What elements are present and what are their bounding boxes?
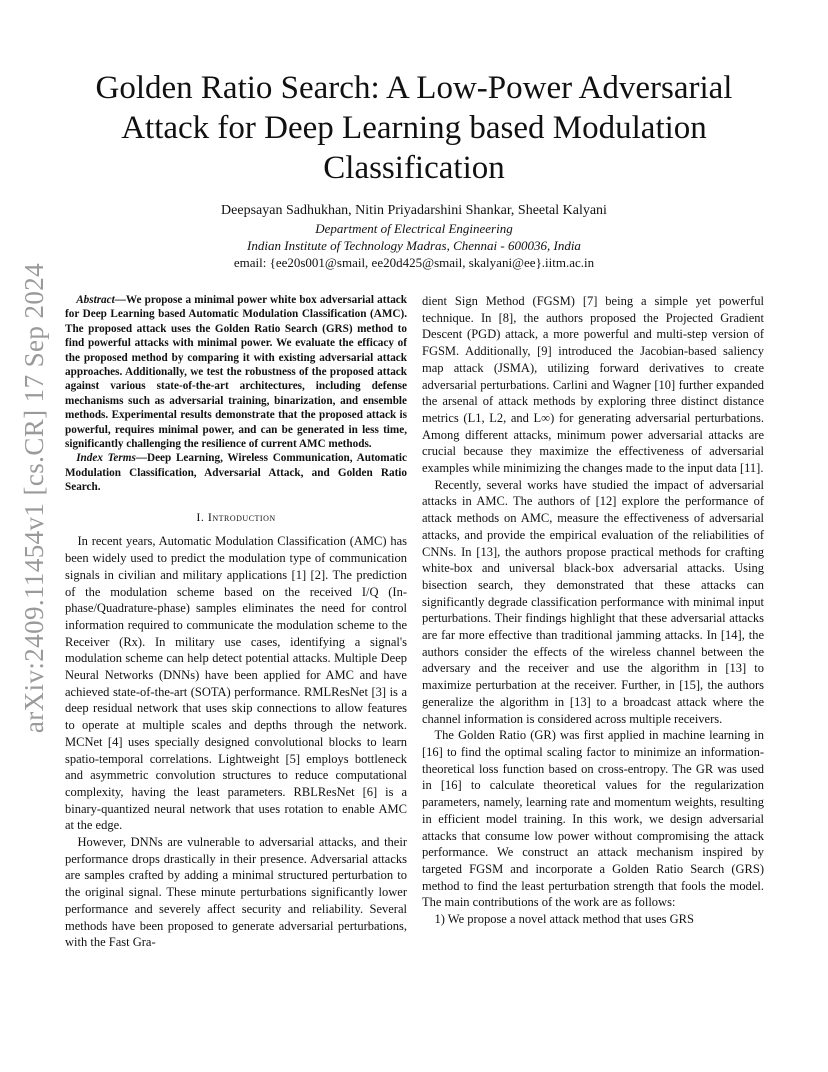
arxiv-identifier[interactable]: arXiv:2409.11454v1 [cs.CR] 17 Sep 2024 bbox=[18, 262, 49, 734]
right-column bbox=[422, 293, 764, 928]
index-terms-label: Index Terms bbox=[76, 452, 136, 465]
paper-title: Golden Ratio Search: A Low-Power Adversarial Attack for Deep Learning based Modulation Classification bbox=[95, 70, 733, 186]
index-terms-text: —Deep Learning, Wireless Communication, Automatic Modulation Classification, Adversarial Attack, and Golden Ratio Search. bbox=[65, 452, 407, 494]
author-list: Deepsayan Sadhukhan, Nitin Priyadarshini Shankar, Sheetal Kalyani bbox=[221, 203, 607, 218]
intro-paragraph-3: dient Sign Method (FGSM) [7] being a simple yet powerful technique. In [8], the authors proposed the Projected Gradient Descent (PGD) attack, a more powerful and multi-step version of FGSM. Additionally, [9] introduced the Jacobian-based saliency map attack (JSMA), utilizing forward derivatives to create adversarial perturbations. Carlini and Wagner [10] further expanded the arsenal of attack methods by exploring three distinct distance metrics (L1, L2, and L∞) for generating adversarial perturbations. Among different attacks, minimum power adversarial attacks are crucial because they maximize the effectiveness of adversarial examples while minimizing the changes made to the input data [11]. bbox=[422, 294, 764, 476]
contribution-item-1: 1) We propose a novel attack method that uses GRS bbox=[434, 912, 694, 927]
intro-paragraph-5: The Golden Ratio (GR) was first applied in machine learning in [16] to find the optimal scaling factor to minimize an information-theoretical loss function based on cross-entropy. The GR was used in [16] to calculate theoretical values for the regularization parameters, namely, learning rate and momentum weights, resulting in efficient model training. In this work, we design adversarial attacks that consume low power without compromising the attack performance. We construct an attack mechanism inspired by targeted FGSM and incorporate a Golden Ratio Search (GRS) method to find the least perturbation strength that fools the model. The main contributions of the work are as follows: bbox=[422, 728, 764, 910]
intro-paragraph-4: Recently, several works have studied the impact of adversarial attacks in AMC. The authors of [12] explore the performance of attack methods on AMC, measure the effectiveness of adversarial attacks, and provide the empirical evaluation of the reliabilities of CNNs. In [13], the authors propose practical methods for crafting white-box and universal black-box adversarial attacks. Using bisection search, they demonstrated that these attacks can significantly degrade classification performance with minimal input perturbations. Their findings highlight that these adversarial attacks are far more effective than traditional jamming attacks. In [14], the authors consider the effects of the wireless channel between the adversary and the receiver and use the algorithm in [13] to maximize perturbation at the receiver. Further, in [15], the authors generalize the algorithm in [13] to a broadcast attack where the channel information is considered across multiple receivers. bbox=[422, 477, 764, 726]
institute: Indian Institute of Technology Madras, Chennai - 600036, India bbox=[247, 238, 581, 253]
department: Department of Electrical Engineering bbox=[315, 221, 513, 236]
abstract-label: Abstract bbox=[76, 294, 115, 306]
affiliation bbox=[100, 220, 728, 254]
intro-paragraph-2: However, DNNs are vulnerable to adversarial attacks, and their performance drops drastically in their presence. Adversarial attacks are samples crafted by adding a minimal structured perturbation to the original signal. These minute perturbations significantly lower performance and severely affect security and reliability. Several methods have been proposed to generate adversarial perturbations, with the Fast Gra- bbox=[65, 835, 407, 950]
abstract-text: —We propose a minimal power white box adversarial attack for Deep Learning based Automatic Modulation Classification (AMC). The proposed attack uses the Golden Ratio Search (GRS) method to find powerful attacks with minimal power. We evaluate the efficacy of the proposed method by comparing it with existing adversarial attack approaches. Additionally, we test the robustness of the proposed attack against various state-of-the-art architectures, including defense mechanisms such as adversarial training, binarization, and ensemble methods. Experimental results demonstrate that the proposed attack is powerful, requires minimal power, and can be generated in less time, significantly challenging the resilience of current AMC methods. bbox=[65, 294, 407, 451]
abstract bbox=[65, 293, 407, 451]
section-heading-introduction: I. Introduction bbox=[196, 509, 276, 524]
author-emails: email: {ee20s001@smail, ee20d425@smail, skalyani@ee}.iitm.ac.in bbox=[233, 255, 595, 270]
intro-paragraph-1: In recent years, Automatic Modulation Classification (AMC) has been widely used to predict the modulation type of communication signals in civilian and military applications [1] [2]. The prediction of the modulation scheme based on the received I/Q (In-phase/Quadrature-phase) samples eliminates the need for control information required to communicate the modulation scheme to the Receiver (Rx). In military use cases, identifying a signal's modulation scheme can help detect potential attacks. Multiple Deep Neural Networks (DNNs) have been applied for AMC and have achieved state-of-the-art (SOTA) performance. RMLResNet [3] is a deep residual network that uses skip connections to allow features to operate at multiple scales and depths through the network. MCNet [4] uses specially designed convolutional blocks to learn spatio-temporal correlations. Lightweight [5] employs bottleneck and asymmetric convolution structures to reduce computational complexity, having the least parameters. RBLResNet [6] is a binary-quantized neural network that uses rotation to enable AMC at the edge. bbox=[65, 534, 407, 833]
index-terms bbox=[65, 451, 407, 494]
left-column bbox=[65, 293, 407, 951]
